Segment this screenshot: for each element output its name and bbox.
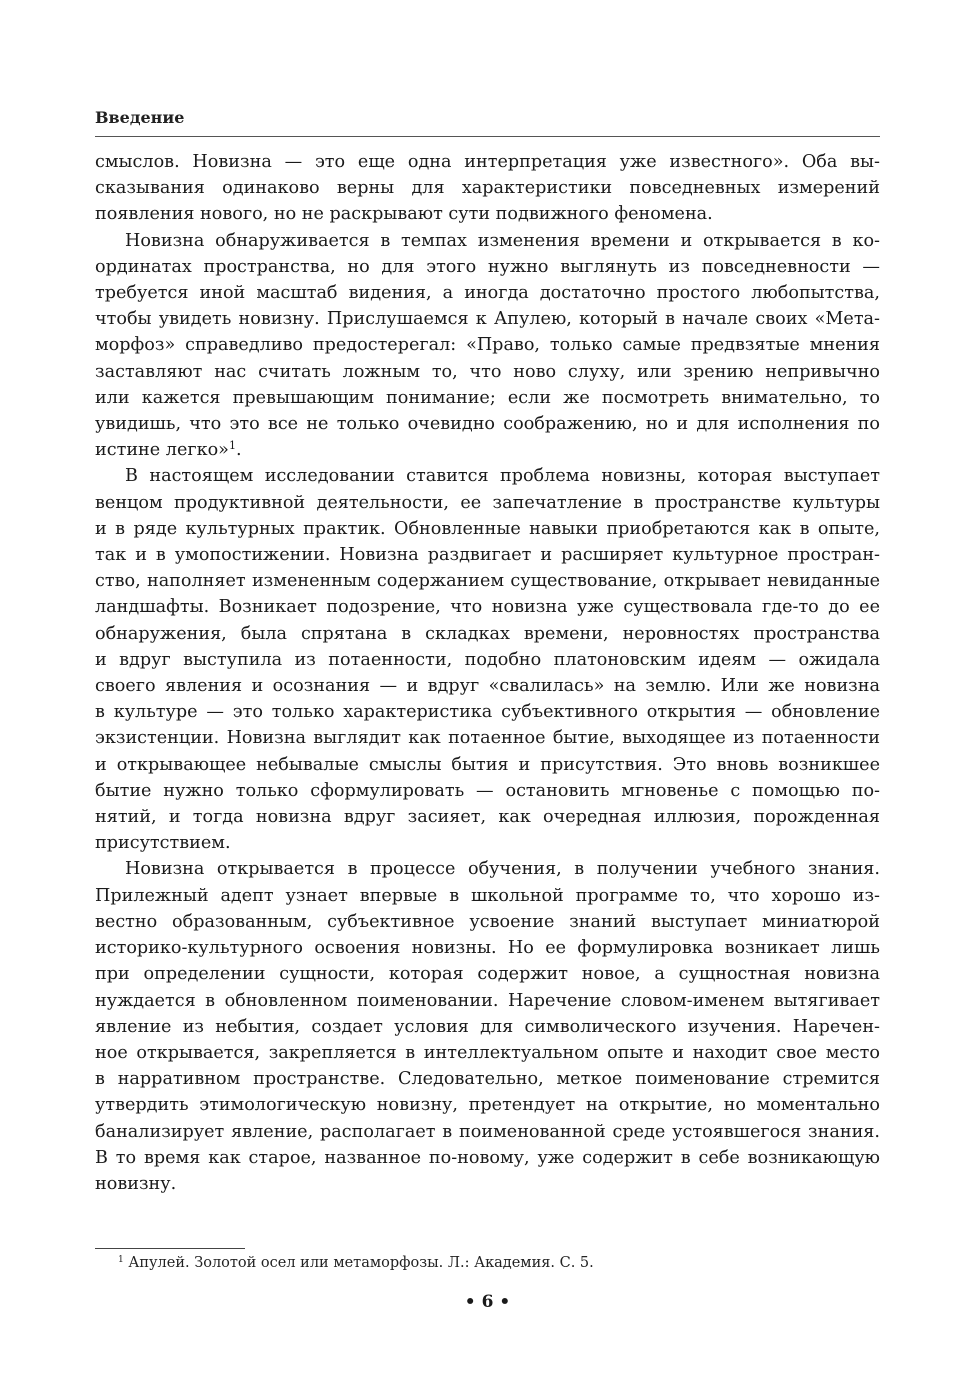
text-line: Новизна обнаруживается в темпах изменения времени и открывается в ко-: [125, 230, 880, 251]
text-line: так и в умопостижении. Новизна раздвигает и расширяет культурное простран-: [95, 545, 880, 566]
text-line: появления нового, но не раскрывают сути подвижного феномена.: [95, 204, 713, 225]
text-line: Прилежный адепт узнает впервые в школьной программе то, что хорошо из-: [95, 885, 880, 906]
text-line: новизну.: [95, 1173, 177, 1194]
footnote-marker: 1: [118, 1255, 124, 1265]
text-line: историко-культурного освоения новизны. Но ее формулировка возникает лишь: [95, 938, 880, 959]
paragraph: [95, 228, 880, 464]
text-line: банализирует явление, располагает в поименованной среде устоявшегося знания.: [95, 1121, 880, 1142]
text-line: ландшафты. Возникает подозрение, что новизна уже существовала где-то до ее: [95, 597, 880, 618]
text-line: и открывающее небывалые смыслы бытия и присутствия. Это вновь возникшее: [95, 754, 880, 775]
text-line: заставляют нас считать ложным то, что ново слуху, или зрению непривычно: [95, 361, 880, 382]
text-line: нуждается в обновленном поименовании. Наречение словом-именем вытягивает: [95, 990, 880, 1011]
text-line: В настоящем исследовании ставится проблема новизны, которая выступает: [125, 466, 880, 487]
text-line: ство, наполняет измененным содержанием существование, открывает невиданные: [95, 571, 880, 592]
text-line: при определении сущности, которая содержит новое, а сущностная новизна: [95, 964, 880, 985]
text-line: в культуре — это только характеристика субъективного открытия — обновление: [95, 702, 880, 723]
paragraph: [95, 856, 880, 1197]
text-line: увидишь, что это все не только очевидно соображению, но и для исполнения по: [95, 414, 880, 435]
text-line: морфоз» справедливо предостерегал: «Право, только самые предвзятые мнения: [95, 335, 880, 356]
text-line: венцом продуктивной деятельности, ее запечатление в пространстве культуры: [95, 492, 880, 513]
text-line: своего явления и осознания — и вдруг «свалилась» на землю. Или же новизна: [95, 676, 880, 697]
text-line: требуется иной масштаб видения, а иногда достаточно простого любопытства,: [95, 283, 880, 304]
text-line: истине легко»$^1$.: [95, 439, 242, 461]
text-line: вестно образованным, субъективное усвоение знаний выступает миниатюрой: [95, 911, 880, 932]
text-line: Новизна открывается в процессе обучения, в получении учебного знания.: [125, 859, 880, 880]
text-line: сказывания одинаково верны для характеристики повседневных измерений: [95, 178, 880, 199]
header-rule: [95, 136, 880, 137]
text-line: бытие нужно только сформулировать — остановить мгновенье с помощью по-: [95, 780, 880, 801]
text-line: экзистенции. Новизна выглядит как потаенное бытие, выходящее из потаенности: [95, 728, 880, 749]
footnote-rule: [95, 1248, 245, 1249]
text-line: смыслов. Новизна — это еще одна интерпретация уже известного». Оба вы-: [95, 152, 880, 172]
running-header: Введение: [95, 108, 185, 127]
paragraph: [95, 149, 880, 228]
text-line: в нарративном пространстве. Следовательно, меткое поименование стремится: [95, 1069, 880, 1090]
text-line: и вдруг выступила из потаенности, подобно платоновским идеям — ожидала: [95, 649, 880, 670]
text-line: явление из небытия, создает условия для символического изучения. Наречен-: [95, 1016, 880, 1037]
footnote: [118, 1253, 878, 1273]
body-text: [95, 149, 880, 1197]
text-line: присутствием.: [95, 833, 231, 854]
text-line: нятий, и тогда новизна вдруг засияет, как очередная иллюзия, порожденная: [95, 807, 880, 828]
page-number: • 6 •: [464, 1292, 511, 1312]
text-line: утвердить этимологическую новизну, претендует на открытие, но моментально: [95, 1095, 880, 1116]
text-line: ординатах пространства, но для этого нужно выглянуть из повседневности —: [95, 256, 880, 277]
footnote-reference: 1: [228, 439, 236, 453]
text-line: обнаружения, была спрятана в складках времени, неровностях пространства: [95, 623, 880, 644]
text-line: и в ряде культурных практик. Обновленные навыки приобретаются как в опыте,: [95, 518, 880, 539]
text-line: или кажется превышающим понимание; если же посмотреть внимательно, то: [95, 387, 880, 408]
text-line: ное открывается, закрепляется в интеллектуальном опыте и находит свое место: [95, 1042, 880, 1063]
footnote-text: Апулей. Золотой осел или метаморфозы. Л.: Академия. С. 5.: [128, 1255, 594, 1271]
text-line: чтобы увидеть новизну. Прислушаемся к Апулею, который в начале своих «Мета-: [95, 309, 880, 330]
text-line: В то время как старое, названное по-новому, уже содержит в себе возникающую: [95, 1147, 880, 1168]
paragraph: [95, 463, 880, 856]
